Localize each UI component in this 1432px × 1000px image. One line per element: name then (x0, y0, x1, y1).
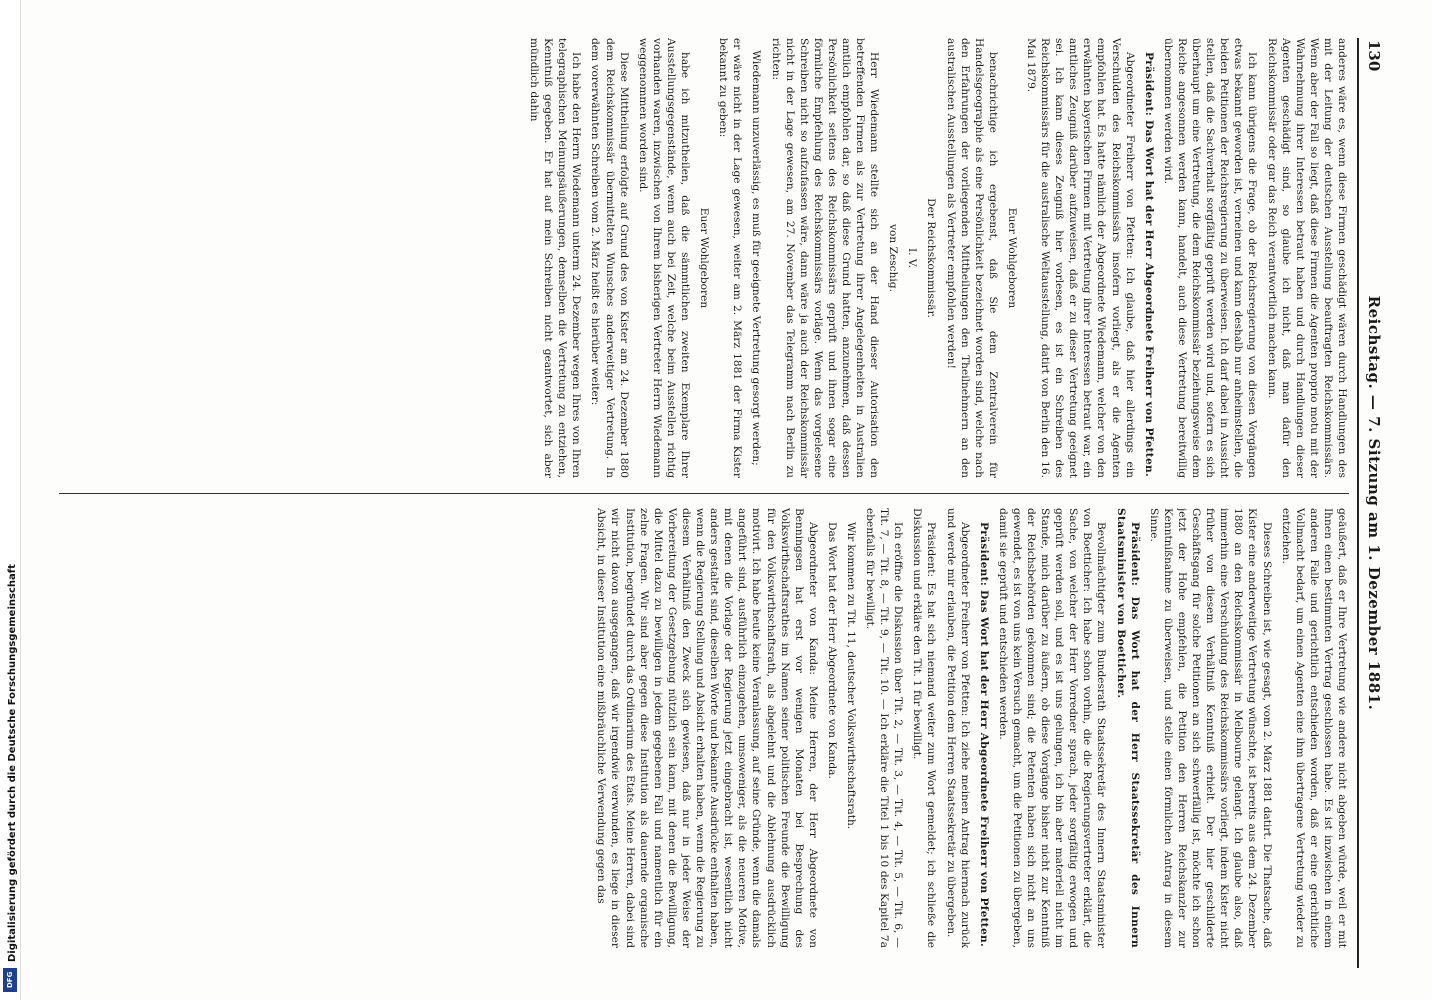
quoted-telegram: Wiedemann unzuverlässig, es muß für geeignete Vertretung gesorgt werden; (750, 50, 763, 466)
paragraph: Abgeordneter Freiherr von Pfetten: Ich glaube, daß hier allerdings ein Verschulden des Reichskommissärs insofern vorliegt, als er die Agenten empfohlen hat. Es hatte nämlich der Abgeordnete Wiedemann, welcher von den erwähnten bayerischen Firmen mit Vertretung ihrer Interessen betraut war, ein amtliches Zeugniß darüber aufzuweisen, daß er zu dieser Vertretung geeignet sei. Ich kann dieses Zeugniß hier vorlesen, es ist ein Schreiben des Reichskommissärs für die australische Weltausstellung, datirt von Berlin den 16. Mai 1879. (1025, 38, 1136, 478)
paragraph: Herr Wiedemann stellte sich an der Hand dieser Autorisation den betreffenden Firmen als zur Vertretung ihrer Angelegenheiten in Australien amtlich empfohlen dar, so daß diese Grund hatten, anzunehmen, daß dessen Persönlichkeit seitens des Reichskommissärs geprüft und ihnen sogar eine förmliche Empfehlung des Reichskommissärs vorläge. Wenn das vorgelesene Schreiben nicht so aufzufassen wäre, dann wäre ja auch der Reichskommissär nicht in der Lage gewesen, am 27. November das Telegramm nach Berlin zu richten: (769, 38, 881, 478)
speaker-paragraph: Präsident: Das Wort hat der Herr Staatssekretär des Innern Staatsminister von Boetticher. (1114, 508, 1141, 948)
column-divider (59, 493, 1349, 494)
digitization-credit-text: Digitalisierung gefördert durch die Deutsche Forschungsgemeinschaft (7, 564, 18, 962)
dfg-logo-icon: DFG (3, 968, 17, 992)
speaker-paragraph: Präsident: Das Wort hat der Herr Abgeordnete Freiherr von Pfetten. (1142, 52, 1155, 478)
digitization-credit-strip (0, 0, 21, 1000)
running-head (1357, 38, 1385, 968)
quoted-salutation: Euer Wohlgeboren (698, 207, 711, 309)
paragraph: Diese Mittheilung erfolgte auf Grund des von Kister am 24. Dezember 1880 dem Reichskommissär übermittelten Wunsches anderweitiger Vertretung. In dem vorerwähnten Schreiben vom 2. März heißt es hierüber weiter: (589, 38, 630, 478)
paragraph: Abgeordneter von Kanda: Meine Herren, der Herr Abgeordnete von Benningsen hat erst vor wenigen Monaten bei Besprechung des Volkswirthschaftsrathes im Namen seiner politischen Freunde die Bewilligung für den Volkswirthschaftsrath, als abgelehnt und die Ablehnung ausdrücklich motivirt. Ich habe heute keine Veranlassung, auf seine Gründe, wenn die damals angeführt sind, ausführlich einzugehen, umsoweniger, als die neueren Motive, mit denen die Vorlage der Regierung jetzt eingebracht ist, wesentlich nicht anders gestaltet sind, dieselben Worte und bekannte Ausdrücke enthalten haben, wenn die Regierung Stellung und Absicht erhalten haben, wenn die Regierung zu diesem Verhältniß den Zweck sich gewiesen, daß nur in jeder Weise der Vorbereitung der Gesetzgebung nützlich sein kann, mit denen die Bewilligung, die Mittel dazu zu bewilligen in jedem gegebenen Fall und namentlich für ein zelne Fragen. Wir sind aber gegen diese Institution als dauernde organische Institution, begründet durch das Ordinarium des Etats. Meine Herren, dabei sind wir nicht davon ausgegangen, daß wir irgendwie verwunden, es liege in dieser Absicht, in dieser Institution eine mißbräuchliche Verwendung gegen das (595, 508, 819, 948)
quoted-letter: habe ich mitzutheilen, daß die sämmtlichen zweiten Exemplare Ihrer Ausstellungsgegenstände, wenn auch bei Zeit, welche beim Ausstellen richtig vorhanden waren, inzwischen von Ihrem bisherigen Vertreter Herrn Wiedemann weggenommen worden sind. (636, 38, 692, 478)
quoted-letter: geäußert, daß er Ihre Vertretung wie andere nicht abgeben würde, weil er mit Ihnen einen bestimmten Vertrag geschlossen habe. Es ist inzwischen in einem anderen Falle und gerichtlich entschieden worden, daß er eine gerichtliche Vollmacht bedarf, um einen Agenten eine ihm übertragene Vertretung wieder zu entziehen. (1279, 508, 1348, 948)
right-text-column (59, 508, 1349, 948)
rotated-document-page (45, 38, 1385, 968)
paragraph: Ich kann übrigens die Frage, ob der Reichsregierung von diesen Vorgängen etwas bekannt geworden ist, verneinen und kann deshalb nur anheimstellen, die beiden Petitionen der Reichsregierung zu überweisen. Ich darf dabei in Aussicht stellen, daß die Sachverhalt sorgfältig geprüft werden wird und, sofern es sich überhaupt um eine Vertretung, die dem Reichskommissär beziehungsweise dem Reiche angesonnen werden kann, handelt, auch diese Vertretung bereitwillig übernommen werden wird. (1161, 38, 1259, 478)
paragraph: anderes wäre es, wenn diese Firmen geschädigt wären durch Handlungen des mit der Leitung der deutschen Ausstellung beauftragten Reichskommissärs. Wenn aber der Fall so liegt, daß diese Firmen die Agenten proprio motu mit der Wahrnehmung ihrer Interessen betraut haben und durch Handlungen dieser Agenten geschädigt sind, so glaube ich nicht, daß man dafür den Reichskommissär oder gar das Reich verantwortlich machen kann. (1265, 38, 1348, 478)
quoted-letter: benachrichtige ich ergebenst, daß Sie dem Zentralverein für Handelsgeographie als eine Persönlichkeit bezeichnet worden sind, welche nach den Erfahrungen der vorliegenden Mittheilungen den Theilnehmern an den australischen Ausstellungen als Vertreter empfohlen werden! (944, 38, 999, 478)
page-number: 130 (1365, 40, 1383, 72)
running-head-title: Reichstag. — 7. Sitzung am 1. Dezember 1881. (1365, 295, 1383, 711)
letter-signature: I. V. (906, 247, 919, 269)
paragraph: Bevollmächtigter zum Bundesrath Staatssekretär des Innern Staatsminister von Boetticher: Ich habe schon vorhin, die die Regierungsvertreter erklärt, die Sache, von welcher der Herr Vorredner sprach, jeder sorgfältig erwogen und geprüft werden soll, und es ist uns gelungen, ich bin aber materiell nicht im Stande, mich darüber zu äußern, ob diese Vorgänge bisher nicht zur Kenntniß der Reichsbehörden gekommen sind; die Petenten haben sich nicht an uns gewendet, es ist von uns kein Versuch gemacht, um die Petitionen zu übergeben, damit sie geprüft und entschieden werden. (996, 508, 1108, 948)
paragraph: Das Wort hat der Herr Abgeordnete von Kanda. (825, 522, 838, 779)
paragraph: Präsident: Es hat sich niemand weiter zum Wort gemeldet; ich schließe die Diskussion und erkläre den Tit. 1 für bewilligt. (911, 508, 938, 948)
left-text-column (59, 38, 1349, 478)
letter-signature: Der Reichskommissär. (925, 198, 938, 318)
paragraph: Dieses Schreiben ist, wie gesagt, vom 2. März 1881 datirt. Die Thatsache, daß Kister eine anderweitige Vertretung wünschte, ist bereits aus dem 24. Dezember 1880 an den Reichskommissär in Melbourne gelangt. Ich glaube also, daß immerhin eine Verschuldung des Reichskommissärs vorliegt, indem Kister nicht früher von diesem Verhältniß Kenntniß erhielt. Der hier geschilderte Geschäftsgang für solche Petitionen an sich schwerfällig ist, möchte ich schon jetzt der Hohe empfehlen, die Petition den Herren Reichskanzler zur Kenntnißnahme zu überweisen, und stelle einen förmlichen Antrag in diesem Sinne. (1147, 508, 1273, 948)
quoted-letter: Ich habe den Herrn Wiedemann unterm 24. Dezember wegen Ihres von Ihren telegraphischen Meinungsäußerungen, demselben die Vertretung zu entziehen, Kenntniß gegeben. Er hat auf mein Schreiben nicht geantwortet, sich aber mündlich dahin (528, 38, 583, 478)
paragraph: Ich eröffne die Diskussion über Tit. 2, — Tit. 3, — Tit. 4, — Tit. 5, — Tit. 6, — Tit. 7, — Tit. 8, — Tit. 9, — Tit. 10. — Ich erkläre die Titel 1 bis 10 des Kapitel 7a ebenfalls für bewilligt. (864, 508, 905, 948)
paragraph: Wir kommen zu Tit. 11, deutscher Volkswirthschaftsrath. (845, 522, 857, 830)
paragraph: er wäre nicht in der Lage gewesen, weiter am 2. März 1881 der Firma Kister bekannt zu geben: (717, 38, 744, 478)
paragraph: Abgeordneter Freiherr von Pfetten: Ich ziehe meinen Antrag hiernach zurück und werde mir erlauben, die Petition dem Herren Staatssekretär zu übergeben. (944, 508, 971, 948)
speaker-paragraph: Präsident: Das Wort hat der Herr Abgeordnete Freiherr von Pfetten. (977, 522, 990, 948)
quoted-salutation: Euer Wohlgeboren (1005, 207, 1018, 309)
letter-signature: von Zeschig. (887, 224, 900, 292)
